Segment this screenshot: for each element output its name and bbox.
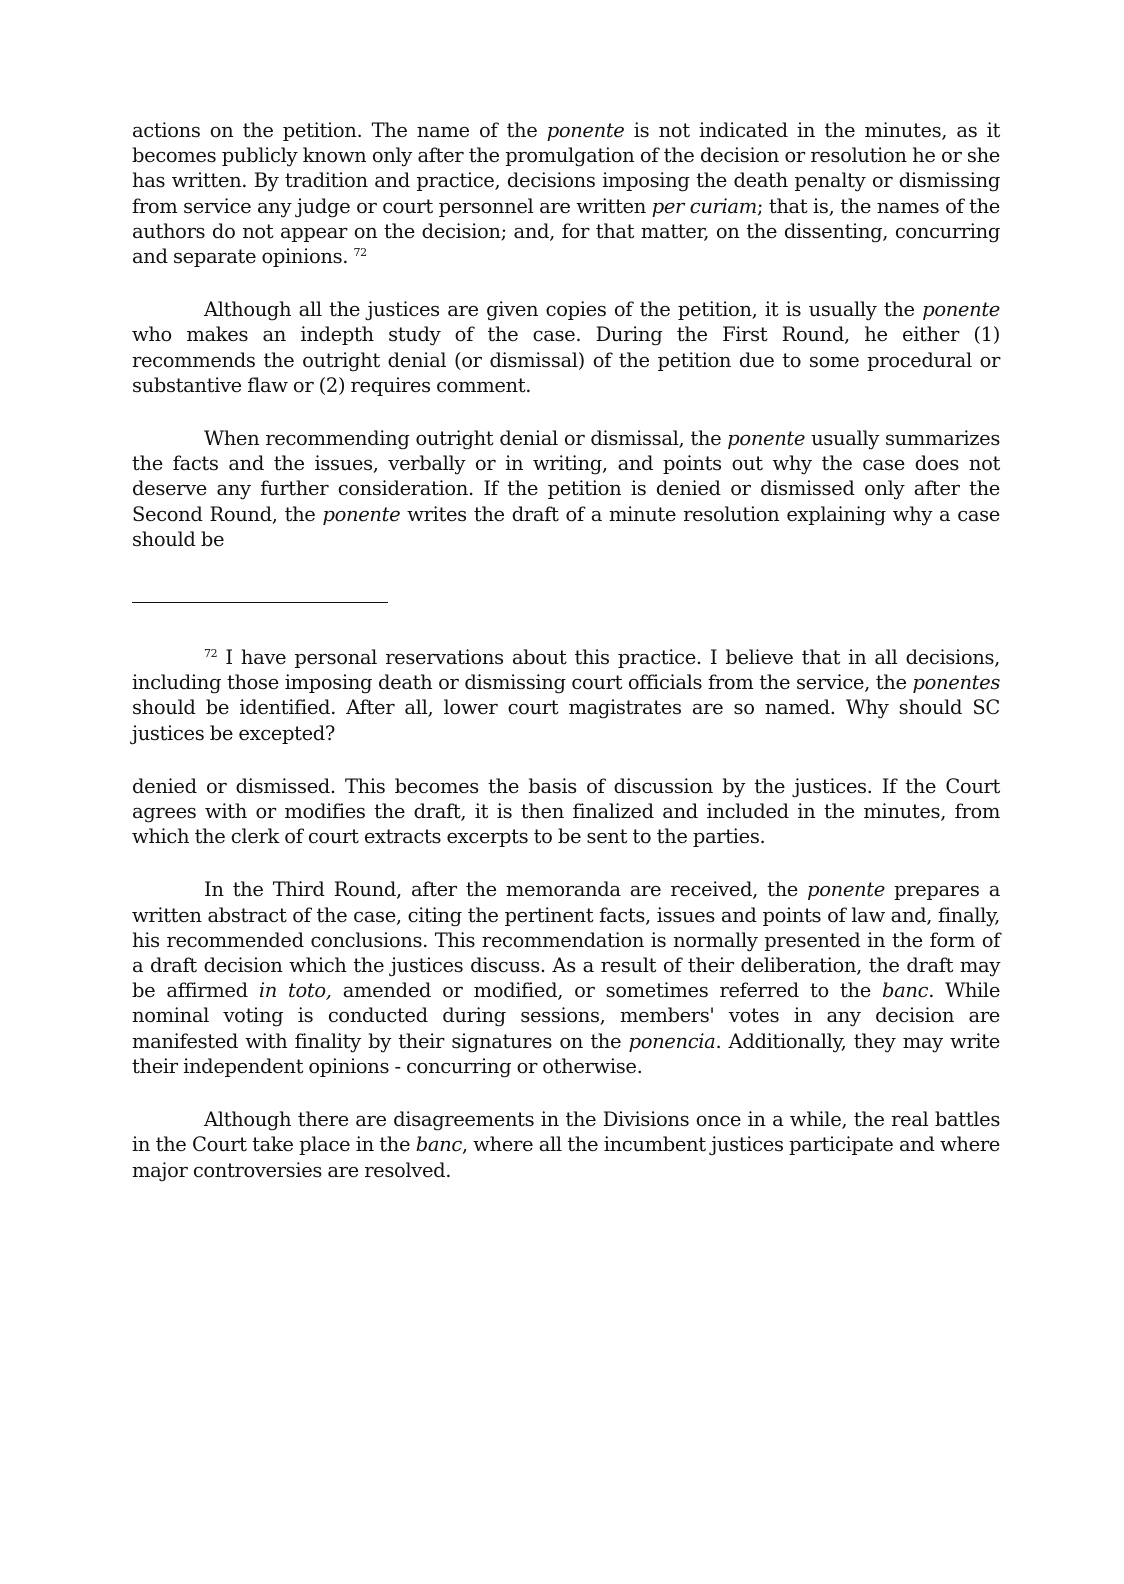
footnote-number: 72: [204, 647, 218, 661]
text-run: usually summarizes the facts and the issues, verbally or in writing, and points out why the case does not deserve any further consideration. If the petition is denied or dismissed only after the Second Round, the: [132, 427, 1001, 526]
italic-term: banc: [415, 1133, 462, 1157]
text-run: prepares a written abstract of the case, citing the pertinent facts, issues and points of law and, finally, his recommended conclusions. This recommendation is normally presented in the form of a draft decision which the justices discuss. As a result of their deliberation, the draft may be affirmed: [132, 878, 1000, 1003]
text-run: should be identified. After all, lower court magistrates are so named. Why should SC justices be excepted?: [132, 696, 1000, 745]
italic-term: ponente: [727, 427, 806, 451]
document-page: [132, 118, 1000, 1183]
text-run: . While nominal voting is conducted during sessions, members' votes in any decision are manifested with finality by their signatures on the: [132, 979, 1001, 1053]
italic-term: ponente: [322, 502, 401, 526]
text-run: actions on the petition. The name of the: [132, 119, 547, 142]
paragraph-2: [132, 297, 1000, 398]
text-run: writes the draft of a minute resolution explaining why a case should be: [132, 502, 1000, 551]
italic-term: ponencia: [628, 1029, 716, 1053]
italic-term: ponente: [922, 298, 1000, 322]
footnote-separator: [132, 602, 388, 603]
italic-term: ponentes: [912, 671, 1000, 695]
text-run: who makes an indepth study of the case. During the First Round, he either (1) recommends the outright denial (or dismissal) of the petition due to some procedural or substantive flaw or (2) requires comment.: [132, 323, 1000, 397]
text-run: Although all the justices are given copies of the petition, it is usually the: [204, 298, 923, 322]
italic-term: banc: [882, 979, 929, 1003]
italic-term: per curiam: [651, 194, 757, 218]
text-run: ; that is, the names of the authors do not appear on the decision; and, for that matter, on the dissenting, concurring and separate opinions.: [132, 194, 1000, 269]
italic-term: in toto,: [258, 979, 332, 1003]
paragraph-3: [132, 426, 1000, 552]
italic-term: ponente: [546, 119, 625, 142]
text-run: When recommending outright denial or dismissal, the: [204, 427, 728, 451]
footnote-reference[interactable]: 72: [353, 246, 367, 260]
text-run: denied or dismissed. This becomes the basis of discussion by the justices. If the Court agrees with or modifies the draft, it is then finalized and included in the minutes, from which the clerk of court extracts excerpts to be sent to the parties.: [132, 774, 1000, 849]
paragraph-5: [132, 877, 1000, 1079]
footnote-72: [132, 645, 1000, 746]
paragraph-1: [132, 118, 1000, 269]
text-run: Although there are disagreements in the Divisions once in a while, the real battles in the Court take place in the: [132, 1108, 1000, 1157]
text-run: , where all the incumbent justices participate and where major controversies are resolved.: [132, 1133, 1000, 1182]
text-run: I have personal reservations about this practice. I believe that in all decisions, including those imposing death or dismissing court officials from the service, the: [132, 646, 1000, 695]
paragraph-6: [132, 1107, 1000, 1183]
paragraph-4: [132, 774, 1000, 850]
italic-term: ponente: [807, 878, 885, 902]
text-run: is not indicated in the minutes, as it becomes publicly known only after the promulgation of the decision or resolution he or she has written. By tradition and practice, decisions imposing the death penalty or dismissing from service any judge or court personnel are written: [132, 119, 1000, 218]
text-run: . Additionally, they may write their independent opinions - concurring or otherwise.: [132, 1029, 1000, 1078]
text-run: amended or modified, or sometimes referred to the: [331, 979, 882, 1003]
text-run: In the Third Round, after the memoranda are received, the: [204, 878, 808, 902]
